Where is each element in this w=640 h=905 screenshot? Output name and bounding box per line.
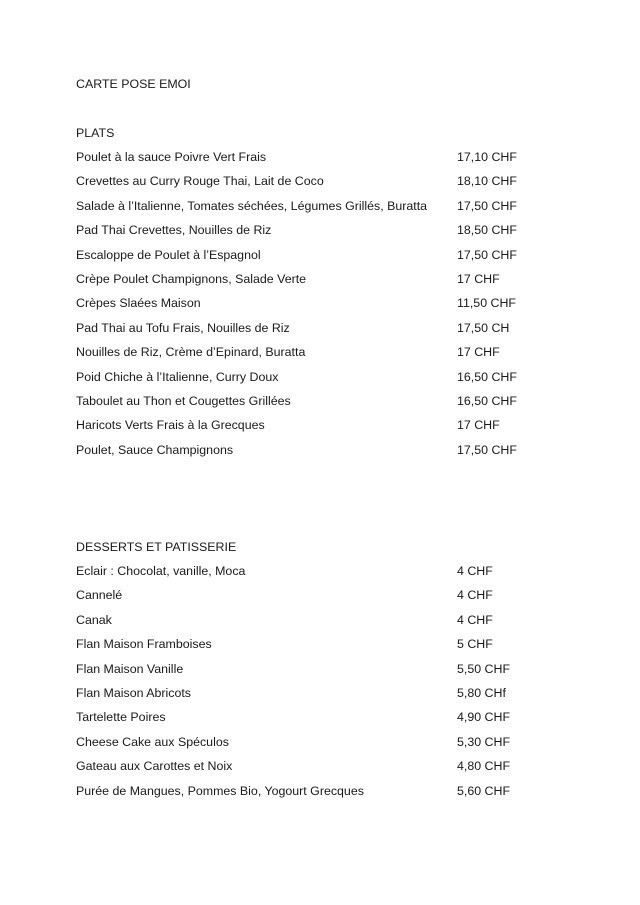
item-name: Purée de Mangues, Pommes Bio, Yogourt Grecques [76, 783, 364, 798]
menu-item [76, 198, 546, 214]
item-name: Tartelette Poires [76, 710, 166, 725]
item-price: 17,50 CHF [457, 198, 517, 213]
item-price: 4 CHF [457, 564, 493, 578]
menu-item [76, 271, 546, 287]
menu-item [76, 344, 546, 360]
section-heading-plats: PLATS [76, 126, 115, 140]
menu-item [76, 636, 546, 652]
item-name: Flan Maison Abricots [76, 686, 192, 700]
menu-item [76, 685, 546, 701]
item-price: 4,90 CHF [457, 710, 511, 725]
menu-item [76, 709, 546, 725]
item-name: Pad Thai au Tofu Frais, Nouilles de Riz [76, 320, 290, 335]
item-name: Eclair : Chocolat, vanille, Moca [76, 564, 246, 578]
menu-item [76, 222, 546, 238]
item-price: 4,80 CHF [457, 759, 511, 774]
menu-item [76, 612, 546, 628]
item-name: Cheese Cake aux Spéculos [76, 734, 229, 749]
item-price: 4 CHF [457, 612, 493, 627]
menu-item [76, 369, 546, 385]
item-name: Haricots Verts Frais à la Grecques [76, 418, 265, 433]
item-name: Canak [76, 612, 112, 627]
item-price: 11,50 CHF [457, 296, 516, 311]
menu-item [76, 442, 546, 458]
section-heading-desserts: DESSERTS ET PATISSERIE [76, 540, 237, 554]
item-name: Flan Maison Framboises [76, 637, 212, 652]
item-price: 17 CHF [457, 345, 500, 360]
item-price: 18,50 CHF [457, 223, 517, 238]
menu-item [76, 247, 546, 263]
item-price: 17 CHF [457, 272, 500, 286]
item-name: Salade à l’Italienne, Tomates séchées, Légumes Grillés, Buratta [76, 198, 428, 213]
item-name: Poid Chiche à l’Italienne, Curry Doux [76, 369, 279, 384]
item-name: Pad Thai Crevettes, Nouilles de Riz [76, 223, 272, 238]
item-price: 16,50 CHF [457, 369, 517, 384]
menu-item [76, 758, 546, 774]
menu-item [76, 173, 546, 189]
item-price: 17 CHF [457, 418, 500, 433]
item-name: Crèpes Slaées Maison [76, 296, 201, 311]
item-price: 17,50 CHF [457, 247, 517, 262]
item-name: Crèpe Poulet Champignons, Salade Verte [76, 272, 307, 286]
item-price: 5,30 CHF [457, 734, 511, 749]
item-name: Nouilles de Riz, Crème d’Epinard, Buratta [76, 345, 306, 360]
item-price: 4 CHF [457, 588, 493, 603]
item-price: 17,50 CHF [457, 442, 517, 457]
item-price: 5 CHF [457, 637, 493, 652]
item-price: 18,10 CHF [457, 174, 517, 189]
menu-item [76, 149, 546, 165]
menu-item [76, 734, 546, 750]
item-price: 5,80 CHf [457, 686, 506, 700]
item-price: 16,50 CHF [457, 394, 517, 408]
item-name: Escaloppe de Poulet à l’Espagnol [76, 247, 261, 262]
item-name: Gateau aux Carottes et Noix [76, 759, 233, 774]
menu-item [76, 783, 546, 799]
item-name: Flan Maison Vanille [76, 661, 184, 676]
item-name: Taboulet au Thon et Cougettes Grillées [76, 394, 291, 408]
item-name: Cannelé [76, 588, 123, 603]
item-price: 17,50 CH [457, 320, 510, 335]
item-price: 5,50 CHF [457, 661, 511, 676]
menu-item [76, 563, 546, 579]
menu-item [76, 587, 546, 603]
menu-title: CARTE POSE EMOI [76, 77, 191, 91]
menu-item [76, 295, 546, 311]
menu-item [76, 393, 546, 409]
menu-item [76, 661, 546, 677]
item-price: 5,60 CHF [457, 783, 511, 798]
item-name: Poulet à la sauce Poivre Vert Frais [76, 150, 267, 164]
menu-item [76, 417, 546, 433]
item-name: Poulet, Sauce Champignons [76, 442, 234, 457]
item-price: 17,10 CHF [457, 150, 517, 164]
menu-item [76, 320, 546, 336]
item-name: Crevettes au Curry Rouge Thai, Lait de Coco [76, 174, 324, 189]
